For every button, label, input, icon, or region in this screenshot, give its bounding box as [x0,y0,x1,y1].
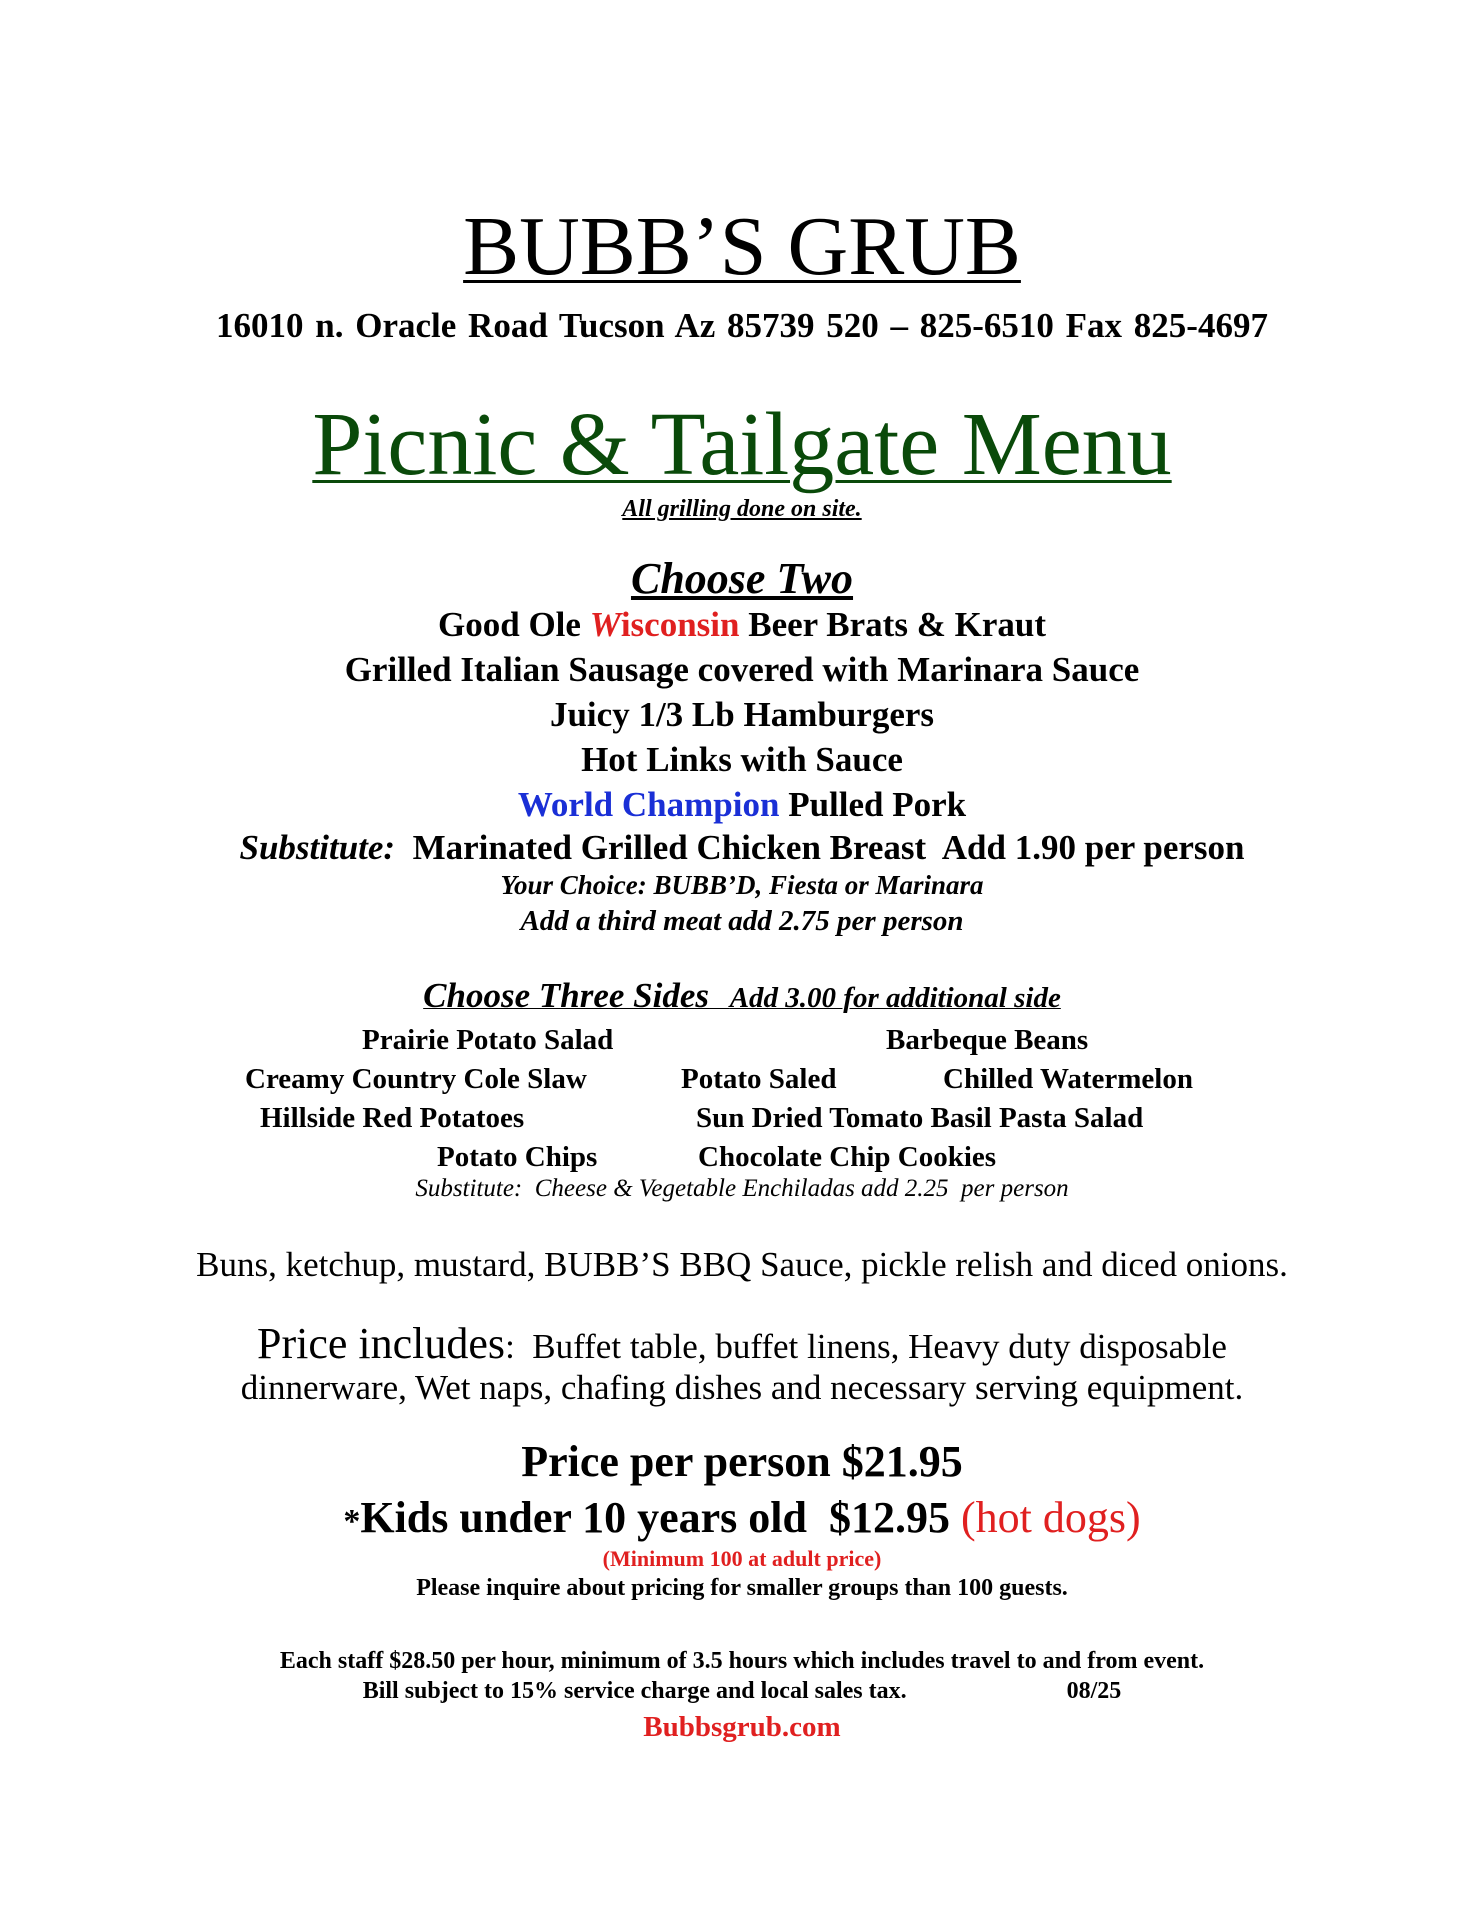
condiments-line: Buns, ketchup, mustard, BUBB’S BBQ Sauce, pickle relish and diced onions. [196,1245,1288,1284]
meat-item-brats-post: Beer Brats & Kraut [739,605,1046,644]
world-champion-label: World Champion [517,785,780,824]
meat-substitute-line [0,828,1484,868]
side-item: Barbeque Beans [886,1024,1089,1056]
substitute-text: Marinated Grilled Chicken Breast Add 1.90 per person [395,828,1245,867]
price-includes-label: Price includes [257,1319,506,1368]
side-item: Potato Saled [681,1063,837,1095]
business-name: BUBB’S GRUB [463,200,1021,293]
kids-price-note: (hot dogs) [960,1493,1141,1542]
sides-heading [0,976,1484,1016]
price-includes-line-2: dinnerware, Wet naps, chafing dishes and necessary serving equipment. [240,1368,1244,1407]
menu-tagline: All grilling done on site. [622,496,862,522]
kids-price [0,1492,1484,1543]
inquire-note: Please inquire about pricing for smaller groups than 100 guests. [416,1575,1068,1601]
additional-side-note: Add 3.00 for additional side [729,982,1061,1014]
sides-heading-label: Choose Three Sides [423,976,710,1015]
menu-date: 08/25 [1066,1678,1122,1704]
side-item: Creamy Country Cole Slaw [245,1063,587,1095]
wisconsin-w: W [589,605,621,644]
meat-item-brats-pre: Good Ole [438,605,590,644]
side-item: Hillside Red Potatoes [260,1102,525,1134]
meat-item-pulled-pork [0,785,1484,825]
minimum-note: (Minimum 100 at adult price) [602,1546,882,1571]
chicken-choice-line: Your Choice: BUBB’D, Fiesta or Marinara [500,870,984,900]
meats-heading: Choose Two [630,554,854,603]
menu-title: Picnic & Tailgate Menu [312,395,1172,494]
staff-line: Each staff $28.50 per hour, minimum of 3.5 hours which includes travel to and from event. [279,1648,1205,1674]
website-link[interactable]: Bubbsgrub.com [643,1711,841,1743]
kids-price-text: Kids under 10 years old $12.95 [360,1493,961,1542]
adult-price: Price per person $21.95 [521,1437,963,1486]
third-meat-line: Add a third meat add 2.75 per person [520,905,964,937]
side-item: Sun Dried Tomato Basil Pasta Salad [696,1102,1144,1134]
price-includes-line-1 [0,1318,1484,1369]
side-item: Chilled Watermelon [943,1063,1193,1095]
side-item: Chocolate Chip Cookies [698,1141,997,1173]
meat-item-hot-links: Hot Links with Sauce [581,740,903,779]
side-item: Prairie Potato Salad [362,1024,614,1056]
meat-item-sausage: Grilled Italian Sausage covered with Marinara Sauce [344,650,1140,689]
meat-item-brats [0,605,1484,645]
sides-substitute-line: Substitute: Cheese & Vegetable Enchiladas add 2.25 per person [415,1175,1069,1202]
kids-asterisk: * [343,1503,361,1540]
wisconsin-rest: isconsin [620,605,740,644]
bill-line [0,1678,1484,1705]
substitute-label: Substitute: [239,828,396,867]
pulled-pork-label: Pulled Pork [779,785,967,824]
side-item: Potato Chips [437,1141,598,1173]
meat-item-hamburgers: Juicy 1/3 Lb Hamburgers [549,695,935,734]
bill-text: Bill subject to 15% service charge and local sales tax. [362,1678,907,1704]
price-includes-text: : Buffet table, buffet linens, Heavy duty disposable [505,1327,1227,1366]
address-line: 16010 n. Oracle Road Tucson Az 85739 520 – 825-6510 Fax 825-4697 [216,306,1268,345]
